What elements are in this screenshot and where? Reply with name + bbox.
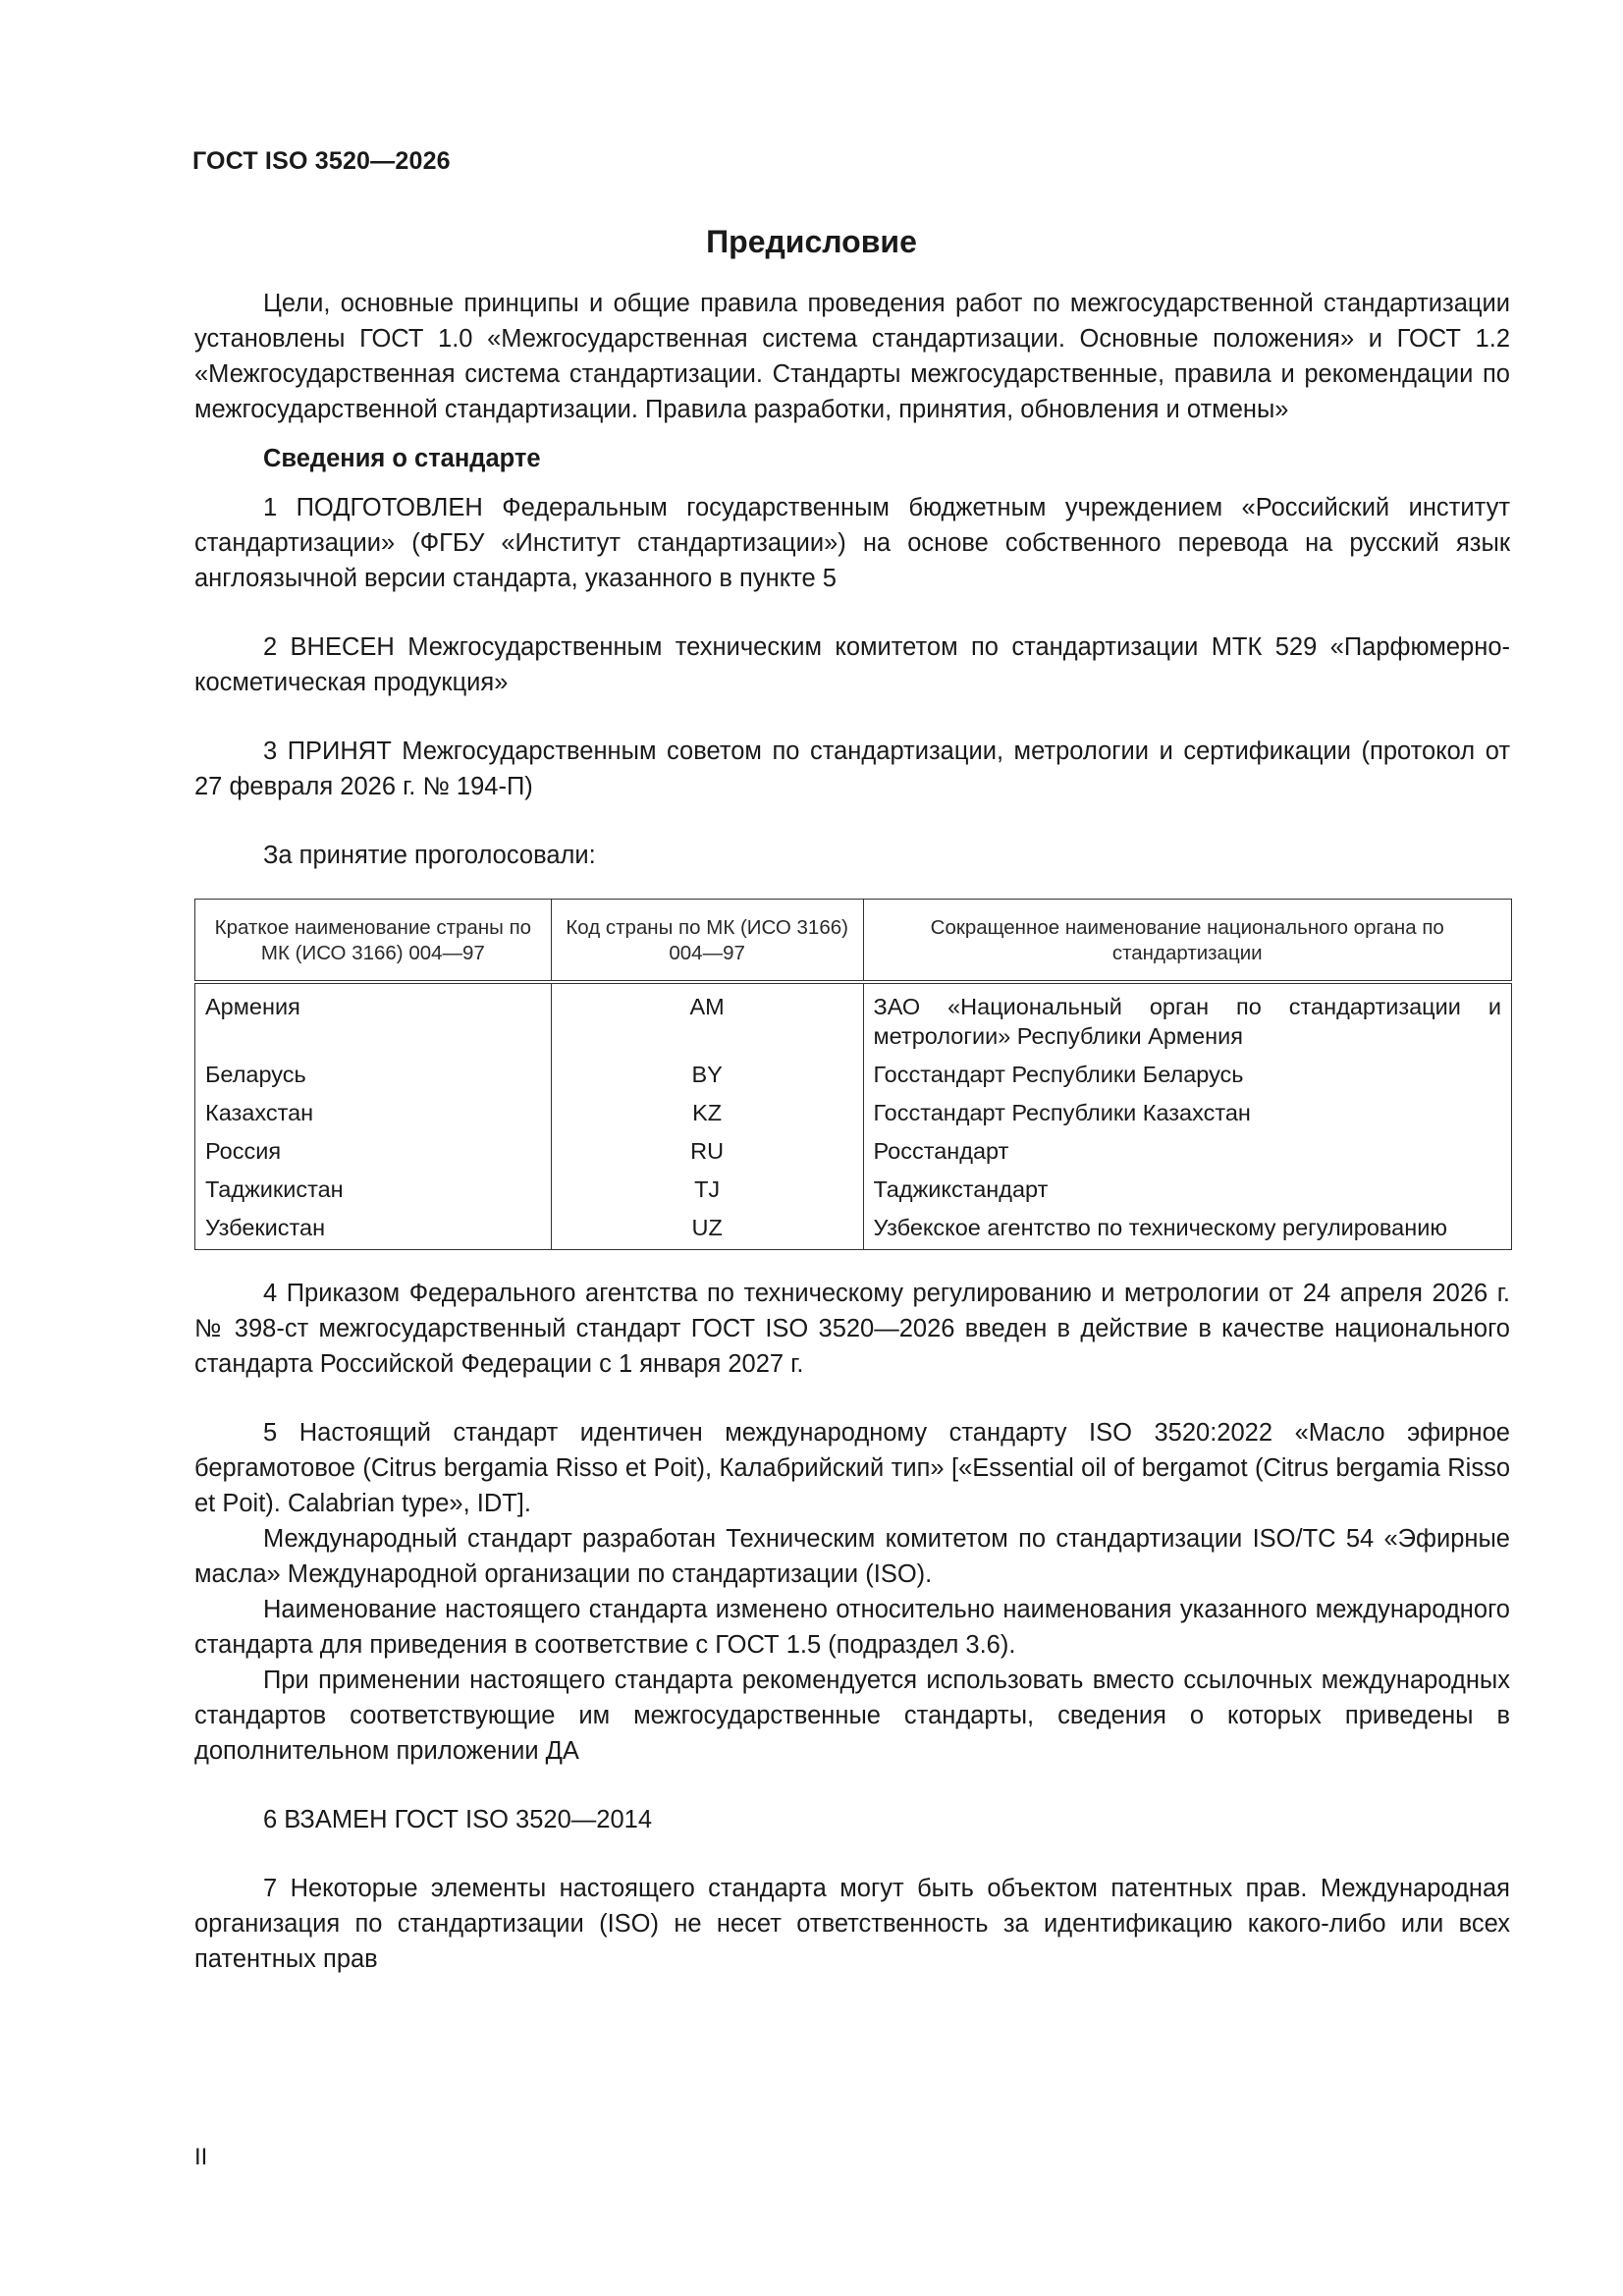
item-2-paragraph: 2 ВНЕСЕН Межгосударственным техническим комитетом по стандартизации МТК 529 «Парфюмерно-косметическая продукция» xyxy=(194,633,1510,696)
standards-body-cell: Госстандарт Республики Казахстан xyxy=(863,1094,1512,1132)
item-5-references-paragraph: При применении настоящего стандарта рекомендуется использовать вместо ссылочных международных стандартов соответствующие им межгосударственные стандарты, сведения о которых приведены в дополнительном приложении ДА xyxy=(194,1667,1510,1765)
code-cell: UZ xyxy=(551,1209,863,1250)
table-row xyxy=(195,982,1512,1056)
table-row xyxy=(195,1094,1512,1132)
country-cell: Беларусь xyxy=(195,1056,552,1094)
country-cell: Россия xyxy=(195,1132,552,1171)
standards-body-cell: ЗАО «Национальный орган по стандартизации и метрологии» Республики Армения xyxy=(863,982,1512,1056)
item-3-paragraph: 3 ПРИНЯТ Межгосударственным советом по стандартизации, метрологии и сертификации (протокол от 27 февраля 2026 г. № 194-П) xyxy=(194,738,1510,800)
table-header-row xyxy=(195,900,1512,983)
code-cell: TJ xyxy=(551,1171,863,1209)
table-row xyxy=(195,1056,1512,1094)
code-cell: BY xyxy=(551,1056,863,1094)
header-standards-body: Сокращенное наименование национального органа по стандартизации xyxy=(863,900,1512,983)
item-5-paragraph: 5 Настоящий стандарт идентичен международному стандарту ISO 3520:2022 «Масло эфирное бергамотовое (Citrus bergamia Risso et Poit), Калабрийский тип» [«Essential oil of bergamot (Citrus bergamia Risso et Poit). Calabrian type», IDT]. xyxy=(194,1419,1510,1517)
country-cell: Таджикистан xyxy=(195,1171,552,1209)
item-5-developer-paragraph: Международный стандарт разработан Техническим комитетом по стандартизации ISO/TC 54 «Эфирные масла» Международной организации по стандартизации (ISO). xyxy=(194,1525,1510,1588)
standards-body-cell: Госстандарт Республики Беларусь xyxy=(863,1056,1512,1094)
code-cell: AM xyxy=(551,982,863,1056)
page-number: II xyxy=(194,2144,208,2170)
vote-intro: За принятие проголосовали: xyxy=(263,842,596,869)
item-1-paragraph: 1 ПОДГОТОВЛЕН Федеральным государственным бюджетным учреждением «Российский институт стандартизации» (ФГБУ «Институт стандартизации») на основе собственного перевода на русский язык англоязычной версии стандарта, указанного в пункте 5 xyxy=(194,494,1510,592)
header-country-code: Код страны по МК (ИСО 3166) 004—97 xyxy=(551,900,863,983)
info-heading: Сведения о стандарте xyxy=(263,445,541,472)
code-cell: KZ xyxy=(551,1094,863,1132)
item-7-paragraph: 7 Некоторые элементы настоящего стандарта могут быть объектом патентных прав. Международная организация по стандартизации (ISO) не несет ответственность за идентификацию какого-либо или всех патентных прав xyxy=(194,1875,1510,1973)
item-5-title-change-paragraph: Наименование настоящего стандарта изменено относительно наименования указанного международного стандарта для приведения в соответствие с ГОСТ 1.5 (подраздел 3.6). xyxy=(194,1596,1510,1659)
intro-paragraph: Цели, основные принципы и общие правила проведения работ по межгосударственной стандартизации установлены ГОСТ 1.0 «Межгосударственная система стандартизации. Основные положения» и ГОСТ 1.2 «Межгосударственная система стандартизации. Стандарты межгосударственные, правила и рекомендации по межгосударственной стандартизации. Правила разработки, принятия, обновления и отмены» xyxy=(194,290,1510,423)
standards-body-cell: Узбекское агентство по техническому регулированию xyxy=(863,1209,1512,1250)
standards-body-cell: Таджикстандарт xyxy=(863,1171,1512,1209)
country-cell: Узбекистан xyxy=(195,1209,552,1250)
country-cell: Казахстан xyxy=(195,1094,552,1132)
member-states-table xyxy=(194,899,1512,1250)
table-row xyxy=(195,1132,1512,1171)
standards-body-cell: Росстандарт xyxy=(863,1132,1512,1171)
table-row xyxy=(195,1171,1512,1209)
page-title: Предисловие xyxy=(706,224,917,259)
code-cell: RU xyxy=(551,1132,863,1171)
preface-body xyxy=(194,286,1510,1977)
item-6-paragraph: 6 ВЗАМЕН ГОСТ ISO 3520—2014 xyxy=(263,1806,652,1833)
document-code-header: ГОСТ ISO 3520—2026 xyxy=(192,147,451,175)
table-row xyxy=(195,1209,1512,1250)
header-country-name: Краткое наименование страны по МК (ИСО 3166) 004—97 xyxy=(195,900,552,983)
item-4-paragraph: 4 Приказом Федерального агентства по техническому регулированию и метрологии от 24 апреля 2026 г. № 398-ст межгосударственный стандарт ГОСТ ISO 3520—2026 введен в действие в качестве национального стандарта Российской Федерации с 1 января 2027 г. xyxy=(194,1280,1510,1378)
country-cell: Армения xyxy=(195,982,552,1056)
